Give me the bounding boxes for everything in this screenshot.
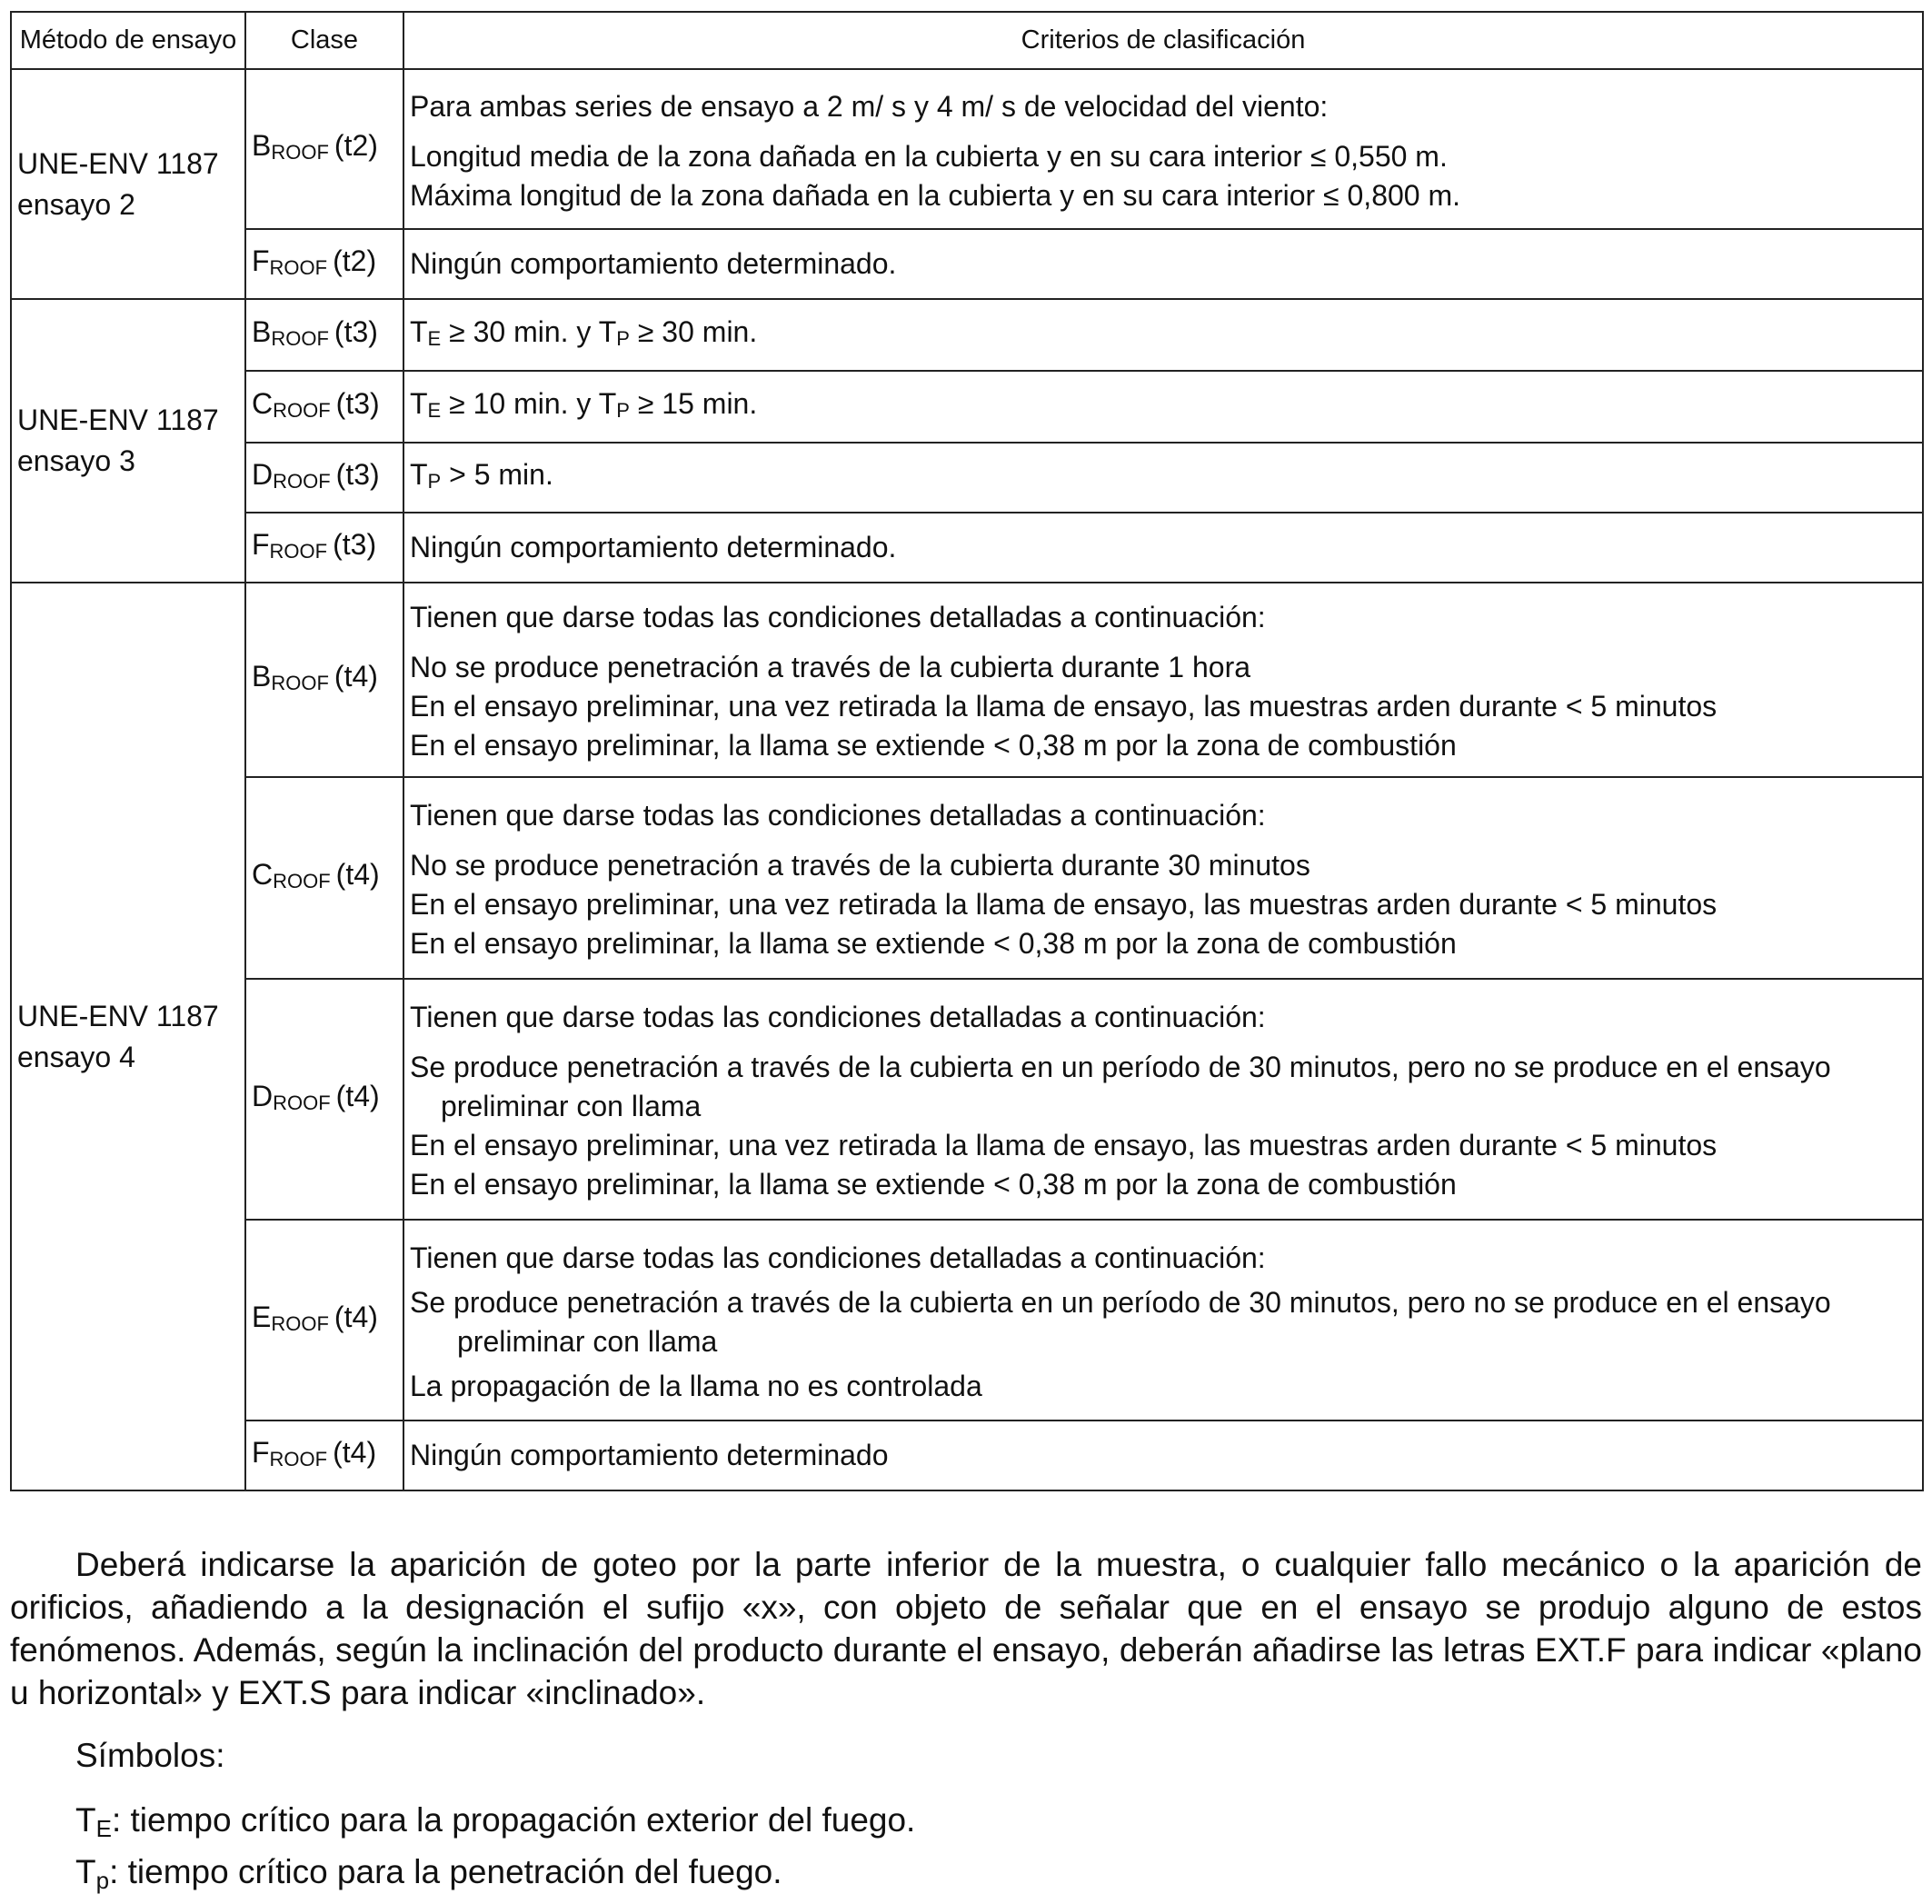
table-row [11, 1421, 1923, 1490]
method-cell [11, 583, 245, 1490]
class-subscript: ROOF [273, 1091, 331, 1114]
method-name: UNE-ENV 1187 [17, 404, 219, 436]
symbol-definition-te [10, 1799, 1922, 1850]
classification-table [10, 11, 1924, 1491]
class-cell [245, 513, 403, 583]
criteria-line: En el ensayo preliminar, una vez retirada la llama de ensayo, las muestras arden durante < 5 minutos [410, 690, 1718, 723]
criteria-intro: Tienen que darse todas las condiciones detalladas a continuación: [410, 1241, 1266, 1274]
criteria-line: En el ensayo preliminar, la llama se extiende < 0,38 m por la zona de combustión [410, 729, 1457, 762]
criteria-text: ≥ 15 min. [629, 386, 758, 420]
class-subscript: ROOF [269, 539, 328, 563]
class-letter: F [252, 244, 270, 277]
method-cell [11, 69, 245, 299]
class-test: (t3) [334, 314, 378, 348]
criteria-cell [403, 69, 1923, 229]
method-test: ensayo 3 [17, 444, 135, 477]
symbol-text: : tiempo crítico para la propagación exterior del fuego. [111, 1801, 916, 1839]
criteria-line: Máxima longitud de la zona dañada en la cubierta y en su cara interior ≤ 0,800 m. [410, 178, 1461, 212]
method-test: ensayo 4 [17, 1040, 135, 1073]
class-letter: B [252, 314, 272, 348]
symbol-letter: T [75, 1801, 96, 1839]
criteria-line: No se produce penetración a través de la cubierta durante 1 hora [410, 651, 1251, 683]
class-subscript: ROOF [271, 326, 329, 350]
table-row [11, 1220, 1923, 1421]
header-row [11, 12, 1923, 69]
symbol-subscript: p [95, 1867, 110, 1894]
class-test: (t3) [335, 457, 380, 491]
table-row [11, 371, 1923, 443]
criteria-line: En el ensayo preliminar, una vez retirada la llama de ensayo, las muestras arden durante < 5 minutos [410, 888, 1718, 921]
class-test: (t4) [335, 858, 380, 891]
table-row [11, 443, 1923, 513]
table-row [11, 777, 1923, 979]
class-letter: B [252, 129, 272, 162]
class-subscript: ROOF [269, 1447, 328, 1470]
class-test: (t3) [333, 527, 377, 561]
symbol-subscript: E [427, 326, 442, 350]
symbol-subscript: P [427, 469, 442, 493]
notes-section [10, 1543, 1922, 1902]
method-cell [11, 299, 245, 583]
class-cell [245, 979, 403, 1220]
class-cell [245, 443, 403, 513]
criteria-intro: Tienen que darse todas las condiciones detalladas a continuación: [410, 1001, 1266, 1033]
class-subscript: ROOF [271, 1311, 329, 1335]
class-subscript: ROOF [273, 469, 331, 493]
criteria-line: En el ensayo preliminar, la llama se extiende < 0,38 m por la zona de combustión [410, 927, 1457, 960]
class-letter: E [252, 1300, 272, 1333]
class-cell [245, 777, 403, 979]
header-criteria: Criterios de clasificación [403, 12, 1923, 69]
header-method: Método de ensayo [11, 12, 245, 69]
criteria-cell [403, 583, 1923, 777]
criteria-line: No se produce penetración a través de la cubierta durante 30 minutos [410, 849, 1310, 882]
symbol-text: : tiempo crítico para la penetración del fuego. [109, 1853, 782, 1890]
class-cell [245, 583, 403, 777]
class-cell [245, 229, 403, 299]
criteria-cell: Ningún comportamiento determinado. [403, 513, 1923, 583]
class-test: (t2) [333, 244, 377, 277]
method-test: ensayo 2 [17, 187, 135, 221]
table-row [11, 979, 1923, 1220]
criteria-cell [403, 443, 1923, 513]
class-subscript: ROOF [269, 255, 328, 279]
table-row [11, 513, 1923, 583]
class-letter: C [252, 386, 274, 420]
criteria-line: preliminar con llama [457, 1324, 718, 1358]
criteria-line: En el ensayo preliminar, una vez retirada la llama de ensayo, las muestras arden durante < 5 minutos [410, 1129, 1718, 1161]
symbol-definition-tp [10, 1850, 1922, 1902]
criteria-intro: Tienen que darse todas las condiciones detalladas a continuación: [410, 799, 1266, 832]
method-name: UNE-ENV 1187 [17, 999, 219, 1032]
class-subscript: ROOF [273, 398, 331, 422]
suffix-paragraph: Deberá indicarse la aparición de goteo por la parte inferior de la muestra, o cualquier fallo mecánico o la aparición de orificios, añadiendo a la designación el sufijo «x», con objeto de señalar que en el ensayo se produjo alguno de estos fenómenos. Además, según la inclinación del producto durante el ensayo, deberán añadirse las letras EXT.F para indicar «plano u horizontal» y EXT.S para indicar «inclinado». [10, 1546, 1922, 1711]
criteria-line: Longitud media de la zona dañada en la cubierta y en su cara interior ≤ 0,550 m. [410, 139, 1448, 173]
class-letter: C [252, 858, 274, 891]
class-cell [245, 371, 403, 443]
class-test: (t2) [334, 129, 378, 162]
class-test: (t4) [334, 1300, 378, 1333]
class-cell [245, 1421, 403, 1490]
criteria-cell: Ningún comportamiento determinado [403, 1421, 1923, 1490]
symbol-subscript: E [95, 1815, 112, 1842]
criteria-line: La propagación de la llama no es controlada [410, 1369, 982, 1402]
classification-table-wrapper [10, 11, 1922, 1491]
criteria-text: > 5 min. [441, 457, 553, 491]
symbol-subscript: E [427, 398, 442, 422]
class-cell [245, 299, 403, 371]
criteria-line: Se produce penetración a través de la cubierta en un período de 30 minutos, pero no se produce en el ensayo [410, 1285, 1831, 1319]
class-test: (t4) [334, 660, 378, 693]
class-subscript: ROOF [271, 141, 329, 164]
symbol-letter: T [75, 1853, 96, 1890]
method-name: UNE-ENV 1187 [17, 146, 219, 180]
symbol-subscript: P [616, 398, 630, 422]
class-letter: F [252, 527, 270, 561]
class-cell [245, 69, 403, 229]
criteria-text: ≥ 30 min. [629, 314, 758, 348]
class-cell [245, 1220, 403, 1421]
criteria-cell [403, 777, 1923, 979]
criteria-cell [403, 371, 1923, 443]
table-row [11, 583, 1923, 777]
criteria-cell [403, 979, 1923, 1220]
class-test: (t4) [335, 1079, 380, 1112]
criteria-line: En el ensayo preliminar, la llama se extiende < 0,38 m por la zona de combustión [410, 1168, 1457, 1201]
symbols-title: Símbolos: [75, 1737, 225, 1774]
symbol-letter: T [410, 457, 428, 491]
table-row [11, 229, 1923, 299]
table-row [11, 69, 1923, 229]
class-letter: B [252, 660, 272, 693]
criteria-line: preliminar con llama [441, 1090, 702, 1122]
criteria-intro: Tienen que darse todas las condiciones detalladas a continuación: [410, 601, 1266, 633]
criteria-cell [403, 299, 1923, 371]
symbol-subscript: P [616, 326, 630, 350]
criteria-intro: Para ambas series de ensayo a 2 m/ s y 4 m/ s de velocidad del viento: [410, 89, 1329, 123]
criteria-cell: Ningún comportamiento determinado. [403, 229, 1923, 299]
criteria-text: ≥ 30 min. y T [441, 314, 617, 348]
symbol-letter: T [410, 386, 428, 420]
criteria-line: Se produce penetración a través de la cubierta en un período de 30 minutos, pero no se produce en el ensayo [410, 1051, 1831, 1083]
criteria-cell [403, 1220, 1923, 1421]
class-test: (t4) [333, 1435, 377, 1469]
table-row [11, 299, 1923, 371]
class-subscript: ROOF [271, 672, 329, 694]
criteria-text: ≥ 10 min. y T [441, 386, 617, 420]
class-letter: F [252, 1435, 270, 1469]
header-class: Clase [245, 12, 403, 69]
class-test: (t3) [335, 386, 380, 420]
class-letter: D [252, 1079, 274, 1112]
class-subscript: ROOF [273, 870, 331, 892]
class-letter: D [252, 457, 274, 491]
symbol-letter: T [410, 314, 428, 348]
